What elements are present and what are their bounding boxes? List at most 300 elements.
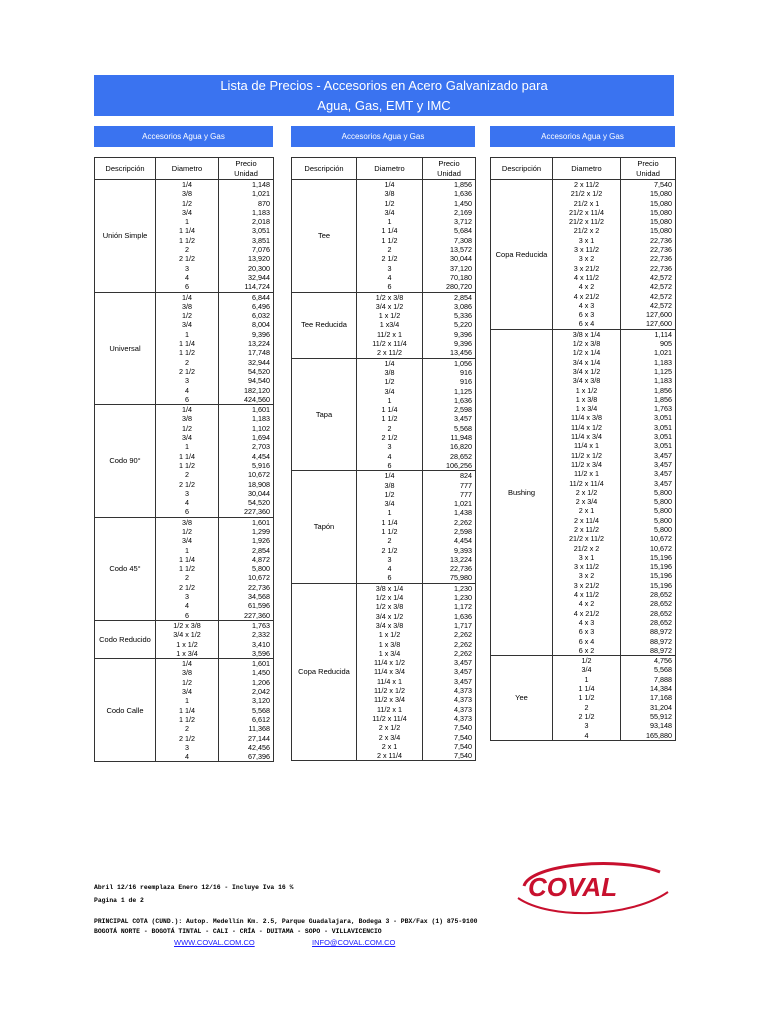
diameter-cell: 4 [156,601,219,610]
price-cell: 870 [219,199,274,208]
product-name: Tapón [292,471,357,584]
diameter-cell: 3 x 2 [553,254,621,263]
header-description: Descripción [292,158,357,180]
price-cell: 15,196 [621,571,676,580]
diameter-cell: 3 x 11/2 [553,245,621,254]
price-cell: 1,021 [219,189,274,198]
price-cell: 227,360 [219,611,274,621]
price-cell: 1,450 [219,668,274,677]
price-cell: 2,262 [423,649,476,658]
header-price-line-1: Precio [637,158,659,168]
diameter-cell: 2 [156,358,219,367]
price-cell: 280,720 [423,282,476,292]
price-cell: 3,457 [423,414,476,423]
footer-validity: Abril 12/16 reemplaza Enero 12/16 - Incluye Iva 16 % [94,884,294,891]
price-cell: 42,456 [219,743,274,752]
table-row [95,620,274,630]
price-cell: 1,183 [219,414,274,423]
price-table-2 [291,157,476,761]
price-cell: 11,948 [423,433,476,442]
price-cell: 2,262 [423,630,476,639]
price-cell: 4,454 [423,536,476,545]
diameter-cell: 11/2 x 1/2 [553,451,621,460]
price-cell: 1,183 [219,208,274,217]
price-cell: 15,080 [621,189,676,198]
price-cell: 3,712 [423,217,476,226]
email-link[interactable]: INFO@COVAL.COM.CO [312,938,396,947]
diameter-cell: 3/8 x 1/4 [553,329,621,339]
price-cell: 32,944 [219,358,274,367]
diameter-cell: 2 x 1/2 [553,488,621,497]
price-cell: 5,568 [219,706,274,715]
price-cell: 15,080 [621,217,676,226]
price-cell: 6,844 [219,292,274,302]
diameter-cell: 1 1/2 [156,236,219,245]
diameter-cell: 2 x 11/2 [357,348,423,358]
diameter-cell: 6 [156,282,219,292]
diameter-cell: 11/4 x 1/2 [357,658,423,667]
product-name: Copa Reducida [292,583,357,761]
diameter-cell: 3/4 [357,387,423,396]
price-cell: 22,736 [219,583,274,592]
price-cell: 15,080 [621,199,676,208]
price-cell: 916 [423,368,476,377]
diameter-cell: 3/8 [156,189,219,198]
price-cell: 67,396 [219,752,274,762]
footer-branches: BOGOTÁ NORTE - BOGOTÁ TINTAL - CALI - CRÍA - DUITAMA - SOPO - VILLAVICENCIO [94,928,382,935]
price-cell: 17,168 [621,693,676,702]
price-cell: 1,717 [423,621,476,630]
title-line-2: Agua, Gas, EMT y IMC [317,98,451,113]
diameter-cell: 11/4 x 3/4 [553,432,621,441]
price-cell: 905 [621,339,676,348]
header-price [621,158,676,180]
price-cell: 1,450 [423,199,476,208]
diameter-cell: 3/4 [553,665,621,674]
price-cell: 1,856 [423,180,476,190]
diameter-cell: 1 1/4 [156,339,219,348]
diameter-cell: 1/2 [357,377,423,386]
table-row [491,656,676,666]
diameter-cell: 1 x 3/4 [156,649,219,659]
diameter-cell: 11/2 x 11/4 [357,339,423,348]
section-bar-2: Accesorios Agua y Gas [291,126,475,147]
diameter-cell: 3/4 x 1/4 [553,358,621,367]
title-line-1: Lista de Precios - Accesorios en Acero Galvanizado para [220,78,548,93]
diameter-cell: 11/2 x 11/4 [357,714,423,723]
price-cell: 88,972 [621,637,676,646]
diameter-cell: 4 [357,452,423,461]
diameter-cell: 3 [156,264,219,273]
price-cell: 5,800 [621,525,676,534]
diameter-cell: 6 [156,507,219,517]
price-cell: 20,300 [219,264,274,273]
diameter-cell: 3/4 [357,499,423,508]
header-diameter: Diametro [357,158,423,180]
diameter-cell: 1 x 1/2 [553,386,621,395]
price-cell: 7,540 [621,180,676,190]
table-row [95,659,274,669]
table-row [491,180,676,190]
diameter-cell: 2 x 1/2 [357,723,423,732]
diameter-cell: 1/2 x 1/4 [357,593,423,602]
price-cell: 1,183 [621,358,676,367]
website-link[interactable]: WWW.COVAL.COM.CO [174,938,255,947]
price-cell: 14,384 [621,684,676,693]
diameter-cell: 1/4 [156,405,219,415]
diameter-cell: 1 1/2 [156,348,219,357]
price-cell: 22,736 [423,564,476,573]
price-cell: 127,600 [621,319,676,329]
diameter-cell: 2 [553,703,621,712]
diameter-cell: 1 1/4 [553,684,621,693]
table-row [292,180,476,190]
price-cell: 42,572 [621,282,676,291]
diameter-cell: 3 [156,376,219,385]
table-row [491,329,676,339]
price-cell: 1,021 [621,348,676,357]
price-cell: 3,051 [621,441,676,450]
price-cell: 30,044 [423,254,476,263]
price-cell: 7,540 [423,751,476,761]
diameter-cell: 3 [553,721,621,730]
diameter-cell: 2 [156,724,219,733]
price-cell: 1,021 [423,499,476,508]
diameter-cell: 2 [156,470,219,479]
price-cell: 31,204 [621,703,676,712]
diameter-cell: 2 x 11/4 [357,751,423,761]
diameter-cell: 1/2 [357,490,423,499]
diameter-cell: 3/8 [156,414,219,423]
diameter-cell: 4 [553,731,621,741]
price-cell: 8,004 [219,320,274,329]
diameter-cell: 1/2 [156,527,219,536]
price-cell: 1,125 [621,367,676,376]
price-cell: 3,457 [423,658,476,667]
diameter-cell: 6 [357,573,423,583]
price-cell: 7,540 [423,742,476,751]
diameter-cell: 21/2 x 2 [553,544,621,553]
price-cell: 54,520 [219,367,274,376]
coval-logo [510,858,675,918]
diameter-cell: 11/2 x 1 [357,705,423,714]
price-cell: 824 [423,471,476,481]
diameter-cell: 1 [357,217,423,226]
header-price-line-1: Precio [438,158,460,168]
price-cell: 6,496 [219,302,274,311]
price-table-3 [490,157,676,741]
price-cell: 5,800 [621,506,676,515]
price-cell: 28,652 [621,590,676,599]
diameter-cell: 1 1/2 [156,461,219,470]
price-cell: 1,636 [423,396,476,405]
diameter-cell: 4 [156,752,219,762]
diameter-cell: 2 x 11/2 [553,525,621,534]
price-cell: 13,572 [423,245,476,254]
diameter-cell: 3/8 [357,481,423,490]
price-cell: 13,456 [423,348,476,358]
diameter-cell: 3 x 2 [553,571,621,580]
diameter-cell: 4 [156,273,219,282]
table-row [95,180,274,190]
diameter-cell: 3/8 [357,368,423,377]
product-name: Unión Simple [95,180,156,293]
price-cell: 106,256 [423,461,476,471]
diameter-cell: 4 x 11/2 [553,273,621,282]
diameter-cell: 2 [357,424,423,433]
price-cell: 6,612 [219,715,274,724]
diameter-cell: 2 1/2 [156,583,219,592]
price-cell: 3,457 [423,667,476,676]
diameter-cell: 6 x 4 [553,319,621,329]
diameter-cell: 3/4 x 3/8 [357,621,423,630]
price-cell: 15,196 [621,553,676,562]
price-cell: 70,180 [423,273,476,282]
price-cell: 1,102 [219,424,274,433]
product-name: Bushing [491,329,553,655]
price-cell: 1,299 [219,527,274,536]
price-cell: 4,373 [423,705,476,714]
diameter-cell: 1/2 [156,311,219,320]
price-cell: 1,230 [423,583,476,593]
diameter-cell: 11/4 x 3/4 [357,667,423,676]
diameter-cell: 4 x 2 [553,282,621,291]
table-row [292,292,476,302]
diameter-cell: 2 x 11/2 [553,180,621,190]
diameter-cell: 1/2 [357,199,423,208]
diameter-cell: 11/4 x 3/8 [553,413,621,422]
diameter-cell: 4 [357,564,423,573]
price-list-title [94,75,674,116]
table-header-row [491,158,676,180]
price-cell: 165,880 [621,731,676,741]
price-cell: 182,120 [219,386,274,395]
table-row [95,517,274,527]
price-cell: 32,944 [219,273,274,282]
price-cell: 5,800 [621,488,676,497]
diameter-cell: 11/2 x 1 [553,469,621,478]
diameter-cell: 1/4 [357,180,423,190]
product-name: Codo 45° [95,517,156,620]
diameter-cell: 3 x 21/2 [553,581,621,590]
diameter-cell: 1/2 x 3/8 [357,602,423,611]
diameter-cell: 3/8 [156,517,219,527]
price-cell: 10,672 [219,470,274,479]
price-cell: 5,568 [621,665,676,674]
price-table-1 [94,157,274,762]
price-cell: 15,080 [621,208,676,217]
diameter-cell: 1 [357,508,423,517]
price-cell: 4,373 [423,714,476,723]
diameter-cell: 2 1/2 [156,367,219,376]
diameter-cell: 1 1/2 [357,414,423,423]
product-name: Copa Reducida [491,180,553,330]
diameter-cell: 2 1/2 [357,546,423,555]
price-cell: 1,694 [219,433,274,442]
diameter-cell: 11/2 x 1/2 [357,686,423,695]
price-cell: 424,560 [219,395,274,405]
diameter-cell: 2 [357,245,423,254]
price-cell: 27,144 [219,734,274,743]
price-cell: 5,800 [621,516,676,525]
price-cell: 9,396 [219,330,274,339]
diameter-cell: 3 [357,264,423,273]
diameter-cell: 1/4 [156,292,219,302]
price-cell: 55,912 [621,712,676,721]
diameter-cell: 2 [357,536,423,545]
price-cell: 88,972 [621,646,676,656]
price-cell: 18,908 [219,480,274,489]
price-cell: 10,672 [621,544,676,553]
price-cell: 9,396 [423,330,476,339]
price-cell: 5,568 [423,424,476,433]
price-cell: 1,601 [219,517,274,527]
header-price-line-1: Precio [235,158,257,168]
price-cell: 2,262 [423,518,476,527]
diameter-cell: 2 1/2 [156,480,219,489]
price-cell: 1,856 [621,386,676,395]
price-cell: 94,540 [219,376,274,385]
price-cell: 777 [423,481,476,490]
price-cell: 3,051 [621,432,676,441]
diameter-cell: 11/2 x 11/4 [553,479,621,488]
diameter-cell: 4 [156,498,219,507]
diameter-cell: 1 [156,442,219,451]
price-cell: 3,051 [621,413,676,422]
price-cell: 4,373 [423,686,476,695]
diameter-cell: 21/2 x 1/2 [553,189,621,198]
diameter-cell: 11/4 x 1/2 [553,423,621,432]
price-cell: 9,396 [423,339,476,348]
diameter-cell: 1/4 [357,358,423,368]
price-cell: 15,196 [621,562,676,571]
diameter-cell: 1/2 [156,424,219,433]
price-cell: 17,748 [219,348,274,357]
diameter-cell: 1 x 1/2 [357,630,423,639]
diameter-cell: 1/2 [156,678,219,687]
diameter-cell: 1/4 [156,180,219,190]
diameter-cell: 11/2 x 3/4 [357,695,423,704]
diameter-cell: 1 1/2 [156,564,219,573]
diameter-cell: 3/4 x 3/8 [553,376,621,385]
price-cell: 10,672 [621,534,676,543]
price-cell: 916 [423,377,476,386]
footer-page: Pagina 1 de 2 [94,897,144,904]
price-cell: 10,672 [219,573,274,582]
diameter-cell: 3 [156,743,219,752]
price-cell: 1,206 [219,678,274,687]
price-cell: 1,636 [423,612,476,621]
header-price [423,158,476,180]
diameter-cell: 3/8 [357,189,423,198]
diameter-cell: 4 x 21/2 [553,292,621,301]
price-cell: 5,220 [423,320,476,329]
table-row [292,471,476,481]
diameter-cell: 2 1/2 [357,254,423,263]
diameter-cell: 3/4 [357,208,423,217]
price-cell: 1,763 [219,620,274,630]
diameter-cell: 1 1/4 [156,226,219,235]
diameter-cell: 1 1/2 [156,715,219,724]
diameter-cell: 3/4 x 1/2 [156,630,219,639]
diameter-cell: 21/2 x 11/2 [553,217,621,226]
price-cell: 7,540 [423,723,476,732]
price-cell: 22,736 [621,236,676,245]
price-cell: 1,056 [423,358,476,368]
price-cell: 1,601 [219,659,274,669]
diameter-cell: 1 1/2 [357,527,423,536]
diameter-cell: 6 [156,611,219,621]
diameter-cell: 1/2 [156,199,219,208]
diameter-cell: 1 [156,330,219,339]
price-cell: 1,601 [219,405,274,415]
product-name: Tee Reducida [292,292,357,358]
diameter-cell: 1 x 3/4 [357,649,423,658]
diameter-cell: 6 x 4 [553,637,621,646]
price-cell: 3,120 [219,696,274,705]
price-cell: 227,360 [219,507,274,517]
header-description: Descripción [95,158,156,180]
table-row [292,358,476,368]
price-cell: 7,308 [423,236,476,245]
price-cell: 2,042 [219,687,274,696]
diameter-cell: 1 1/4 [357,405,423,414]
price-cell: 1,125 [423,387,476,396]
price-cell: 7,540 [423,733,476,742]
table-header-row [292,158,476,180]
footer-address: PRINCIPAL COTA (CUND.): Autop. Medellín Km. 2.5, Parque Guadalajara, Bodega 3 - PBX/Fax (1) 875-9100 [94,918,478,925]
diameter-cell: 1 x 3/4 [553,404,621,413]
diameter-cell: 3/4 [156,208,219,217]
diameter-cell: 4 [357,273,423,282]
header-description: Descripción [491,158,553,180]
diameter-cell: 21/2 x 11/2 [553,534,621,543]
price-cell: 7,076 [219,245,274,254]
price-cell: 2,703 [219,442,274,451]
price-cell: 5,684 [423,226,476,235]
logo-wordmark: COVAL [528,872,618,902]
price-cell: 3,086 [423,302,476,311]
price-cell: 3,457 [621,479,676,488]
price-cell: 1,856 [621,395,676,404]
diameter-cell: 3/4 [156,536,219,545]
price-cell: 2,262 [423,640,476,649]
table-header-row [95,158,274,180]
price-cell: 22,736 [621,264,676,273]
price-cell: 2,169 [423,208,476,217]
diameter-cell: 1 1/4 [156,555,219,564]
header-price-line-2: Unidad [437,168,461,178]
diameter-cell: 6 x 3 [553,627,621,636]
price-cell: 2,854 [219,546,274,555]
diameter-cell: 2 x 3/4 [357,733,423,742]
diameter-cell: 1 [553,675,621,684]
diameter-cell: 3/4 [156,433,219,442]
diameter-cell: 3 [357,555,423,564]
diameter-cell: 1/2 x 3/8 [357,292,423,302]
product-name: Codo Reducido [95,620,156,658]
table-row [95,292,274,302]
diameter-cell: 3/8 [156,302,219,311]
price-cell: 34,568 [219,592,274,601]
header-diameter: Diametro [156,158,219,180]
price-cell: 61,596 [219,601,274,610]
price-cell: 3,457 [621,469,676,478]
price-cell: 1,926 [219,536,274,545]
section-bar-1: Accesorios Agua y Gas [94,126,273,147]
price-cell: 9,393 [423,546,476,555]
product-name: Yee [491,656,553,741]
